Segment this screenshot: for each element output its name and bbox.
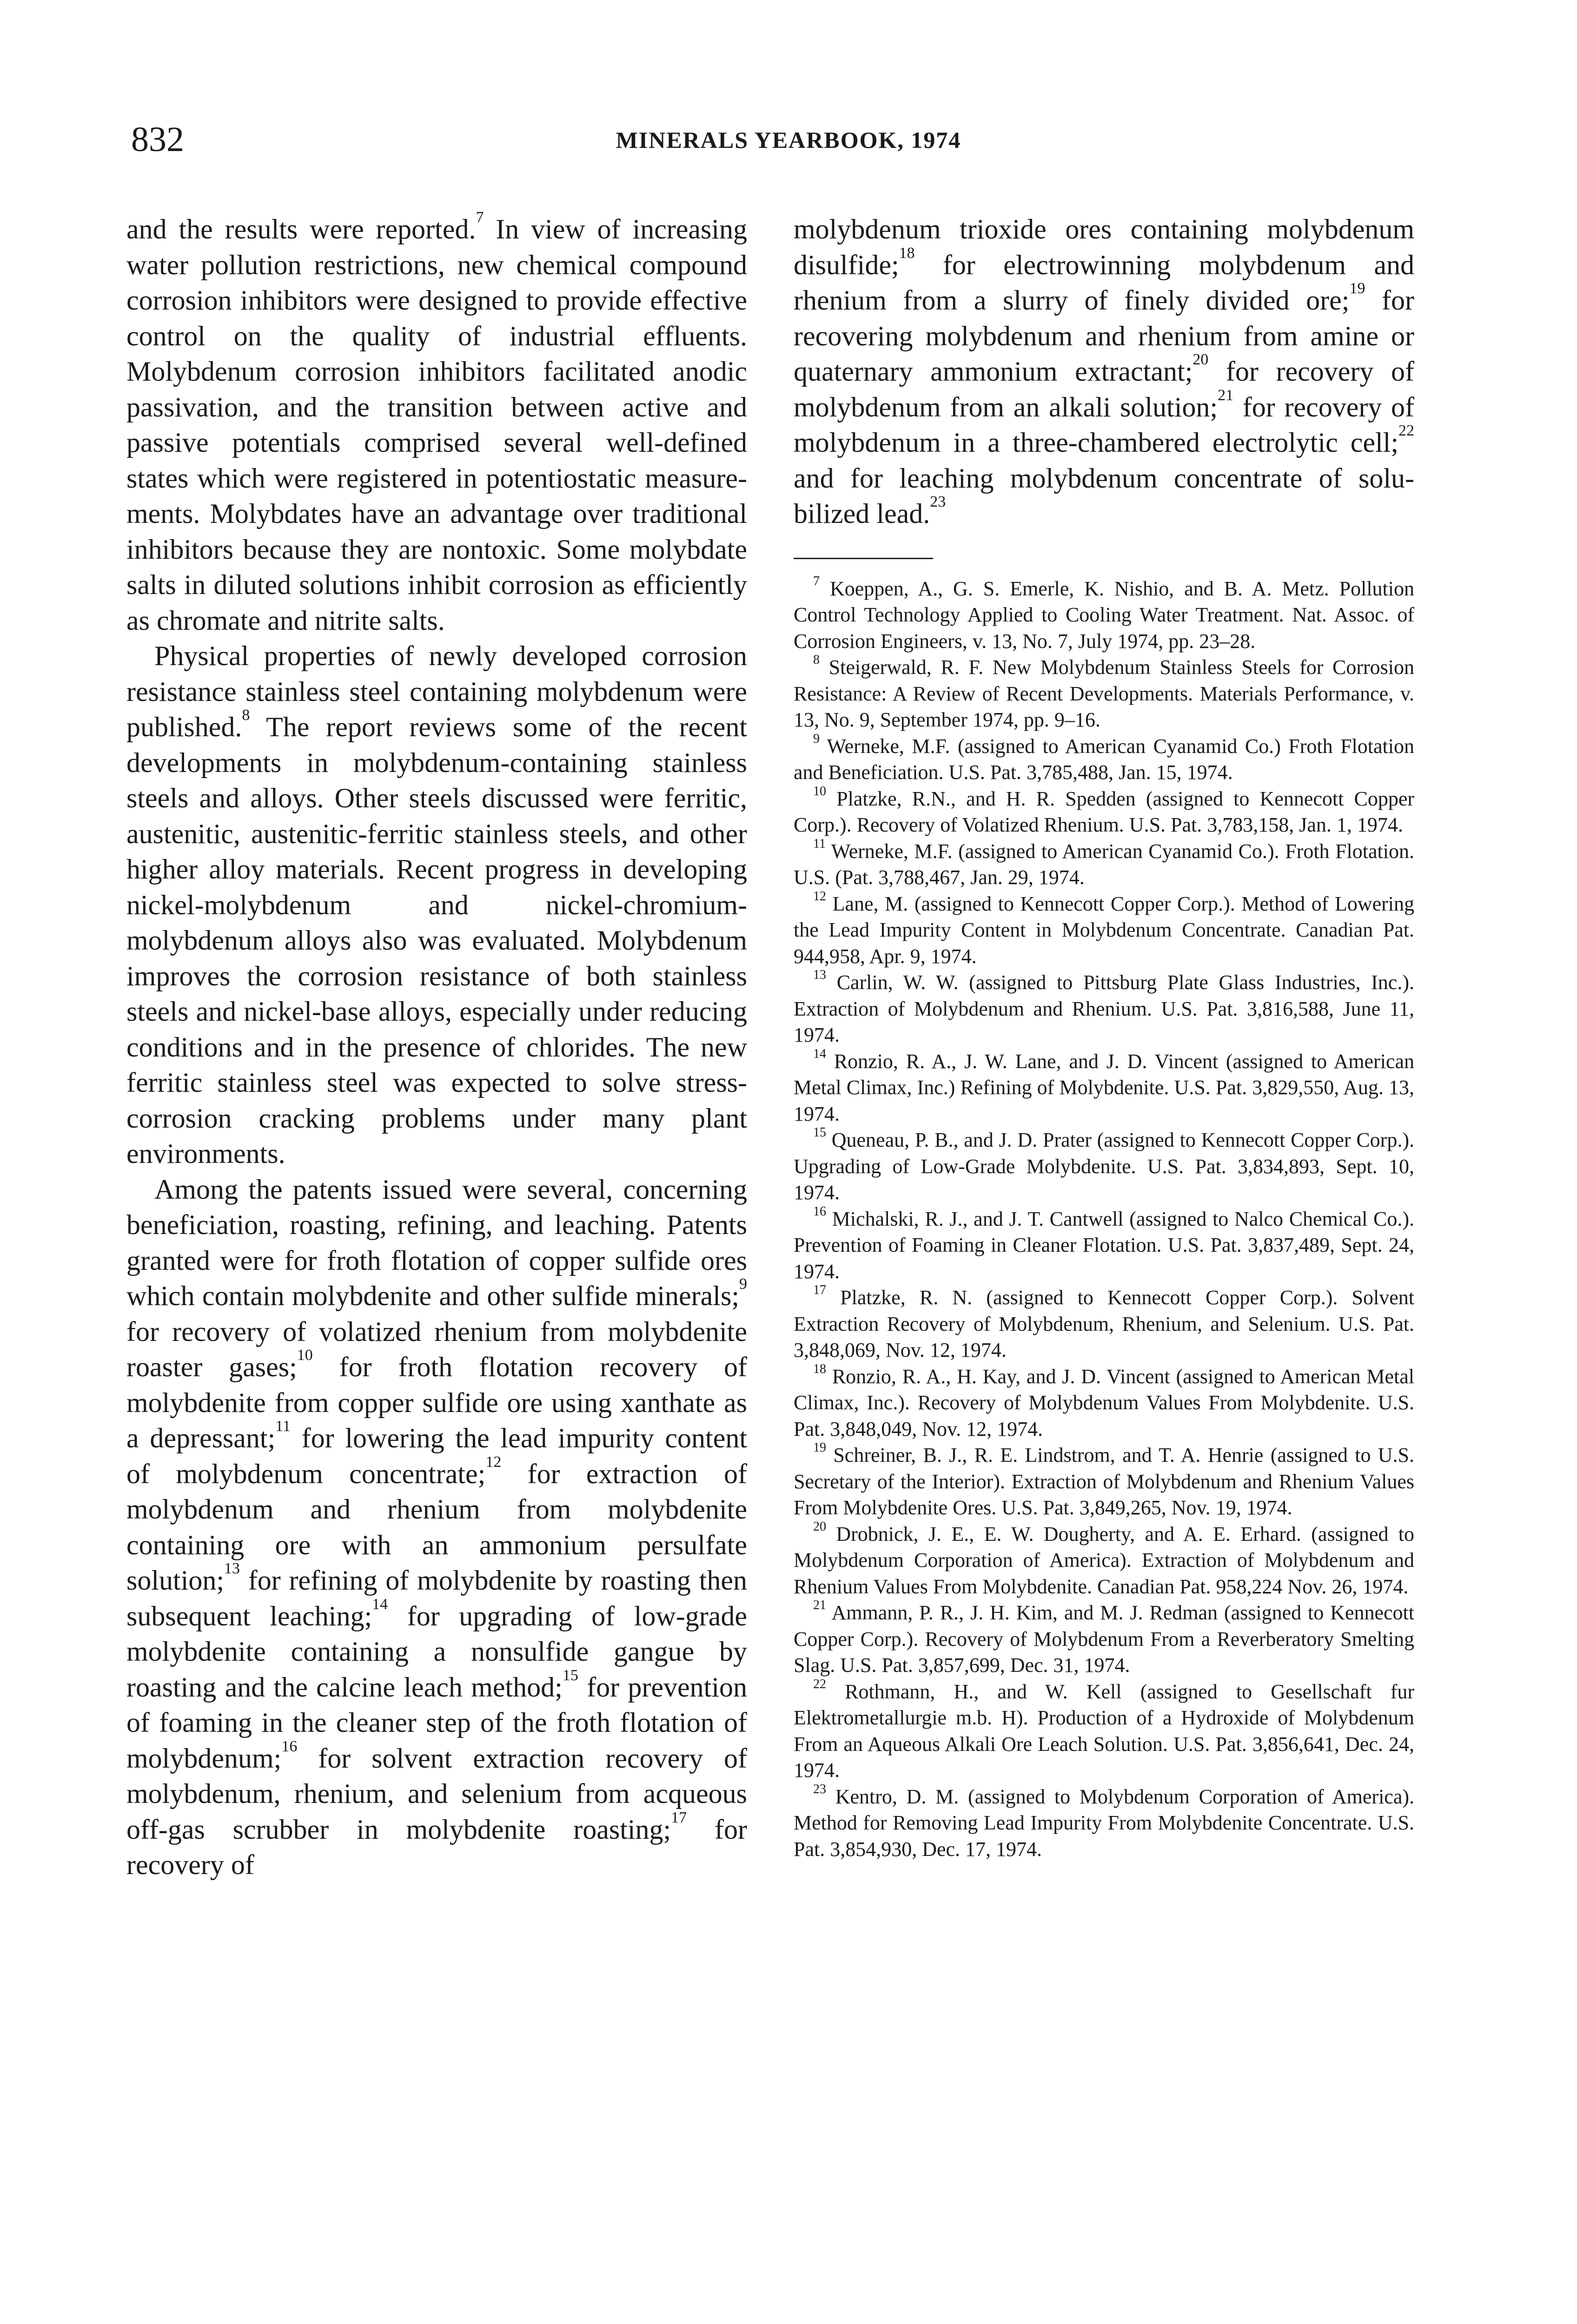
- footnote-text: Ronzio, R. A., J. W. Lane, and J. D. Vincent (assigned to American Metal Climax, Inc.) Refining of Molybdenite. U.S. Pat. 3,829,550, Aug. 13, 1974.: [794, 1050, 1414, 1125]
- footnote-reference: 12: [485, 1453, 502, 1471]
- footnote-text: Kentro, D. M. (assigned to Molybdenum Corporation of America). Method for Removing Lead Impurity From Molybdenite Concentrate. U.S. Pat. 3,854,930, Dec. 17, 1974.: [794, 1785, 1415, 1861]
- footnote: [794, 1206, 1414, 1285]
- footnote-text: Ronzio, R. A., H. Kay, and J. D. Vincent (assigned to American Metal Climax, Inc.). Recovery of Molybdenum Values From Molybdenite. U.S. Pat. 3,848,049, Nov. 12, 1974.: [794, 1365, 1415, 1440]
- footnote: [794, 1127, 1414, 1206]
- footnote: [794, 1600, 1414, 1679]
- footnote-reference: 9: [739, 1275, 747, 1293]
- footnote: [794, 733, 1414, 786]
- paragraph-stainless-steel: Physical properties of newly developed corrosion resistance stainless steel containing molybdenum were published.$^8$ The report reviews some of the recent developments in molybdenum-containing stainless steels and alloys. Other steels discussed were ferritic, austenitic, austenitic-ferritic stainless steels, and other higher alloy materials. Recent progress in developing nickel-molybdenum and nickel-chromium-molybdenum alloys also was evaluated. Molybdenum improves the corrosion resistance of both stainless steels and nickel-base alloys, especially under reducing conditions and in the presence of chlorides. The new ferritic stainless steel was expected to solve stress-corrosion cracking problems under many plant environments.: [126, 640, 747, 1169]
- footnote-text: Lane, M. (assigned to Kennecott Copper Corp.). Method of Lowering the Lead Impurity Content in Molybdenum Concentrate. Canadian Pat. 944,958, Apr. 9, 1974.: [794, 892, 1415, 968]
- footnote-number: 23: [813, 1782, 826, 1796]
- footnote: [794, 654, 1414, 733]
- page-number: 832: [131, 120, 184, 159]
- footnote-reference: 23: [930, 493, 946, 510]
- footnote-number: 10: [813, 784, 826, 799]
- footnote-reference: 19: [1349, 280, 1365, 297]
- footnote-reference: 11: [275, 1418, 291, 1435]
- footnote: [794, 1521, 1414, 1600]
- footnote-number: 11: [813, 836, 826, 851]
- footnote-number: 13: [813, 968, 826, 982]
- paragraph-corrosion-inhibitors: and the results were reported.$^7$ In view of increasing water pollution restrictions, new chemical compound corrosion inhibitors were designed to provide effective control on the quality of industrial effluents. Molybdenum corrosion inhibitors facilitated anodic passivation, and the transition between active and passive potentials comprised several well-defined states which were registered in potentiostatic measurements. Molybdates have an advantage over traditional inhibitors because they are nontoxic. Some molybdate salts in diluted solutions inhibit corrosion as efficiently as chromate and nitrite salts.: [126, 209, 748, 636]
- footnote: [794, 1679, 1414, 1784]
- footnote-number: 19: [813, 1440, 826, 1455]
- footnote-text: Werneke, M.F. (assigned to American Cyanamid Co.). Froth Flotation. U.S. (Pat. 3,788,467, Jan. 29, 1974.: [794, 839, 1414, 889]
- footnote-reference: 14: [372, 1595, 388, 1613]
- footnote-number: 21: [813, 1598, 826, 1612]
- footnote-text: Werneke, M.F. (assigned to American Cyanamid Co.) Froth Flotation and Beneficiation. U.S. Pat. 3,785,488, Jan. 15, 1974.: [794, 734, 1414, 784]
- footnote-text: Schreiner, B. J., R. E. Lindstrom, and T. A. Henrie (assigned to U.S. Secretary of the Interior). Extraction of Molybdenum and Rhenium Values From Molybdenite Ores. U.S. Pat. 3,849,265, Nov. 19, 1974.: [794, 1444, 1415, 1519]
- footnote-divider: [794, 558, 933, 559]
- footnote-number: 17: [813, 1283, 826, 1297]
- footnote-reference: 16: [281, 1737, 298, 1755]
- footnote-number: 12: [813, 889, 826, 904]
- footnote-text: Koeppen, A., G. S. Emerle, K. Nishio, and B. A. Metz. Pollution Control Technology Applied to Cooling Water Treatment. Nat. Assoc. of Corrosion Engineers, v. 13, No. 7, July 1974, pp. 23–28.: [794, 577, 1414, 653]
- footnote-text: Drobnick, J. E., E. W. Dougherty, and A. E. Erhard. (assigned to Molybdenum Corporation of America). Extraction of Molybdenum and Rhenium Values From Molybdenite. Canadian Pat. 958,224 Nov. 26, 1974.: [794, 1522, 1415, 1598]
- left-column: [126, 211, 747, 1883]
- paragraph-patents-continued: molybdenum trioxide ores containing molybdenum disulfide;$^{18}$ for electrowinning molybdenum and rhenium from a slurry of finely divided ore;$^{19}$ for recovering molybdenum and rhenium from amine or quaternary ammonium extractant;$^{20}$ for recovery of molybdenum from an alkali solution;$^{21}$ for recovery of molybdenum in a three-chambered electrolytic cell;$^{22}$ and for leaching molybdenum concentrate of solubilized lead.$^{23}$: [794, 214, 1415, 529]
- footnote-text: Platzke, R. N. (assigned to Kennecott Copper Corp.). Solvent Extraction Recovery of Molybdenum, Rhenium, and Selenium. U.S. Pat. 3,848,069, Nov. 12, 1974.: [794, 1286, 1414, 1361]
- footnote-number: 7: [813, 574, 820, 588]
- footnote-reference: 20: [1193, 351, 1209, 368]
- footnote-number: 18: [813, 1361, 826, 1376]
- footnote: [794, 1784, 1414, 1863]
- footnote-reference: 18: [899, 244, 915, 262]
- footnote-text: Ammann, P. R., J. H. Kim, and M. J. Redman (assigned to Kennecott Copper Corp.). Recovery of Molybdenum From a Reverberatory Smelting Slag. U.S. Pat. 3,857,699, Dec. 31, 1974.: [794, 1601, 1414, 1677]
- footnote-reference: 15: [562, 1666, 578, 1684]
- footnote: [794, 838, 1414, 891]
- footnote-number: 15: [813, 1125, 826, 1140]
- footnote-number: 16: [813, 1204, 826, 1219]
- footnote-number: 20: [813, 1519, 826, 1534]
- right-column: [794, 211, 1414, 1862]
- footnote-text: Rothmann, H., and W. Kell (assigned to Gesellschaft fur Elektrometallurgie m.b. H). Production of a Hydroxide of Molybdenum From an Aqueous Alkali Ore Leach Solution. U.S. Pat. 3,856,641, Dec. 24, 1974.: [794, 1680, 1415, 1782]
- footnote: [794, 786, 1414, 838]
- running-head: MINERALS YEARBOOK, 1974: [616, 127, 961, 153]
- paragraph-patents: Among the patents issued were several, concerning beneficiation, roasting, refining, and leaching. Patents granted were for froth flotation of copper sulfide ores which contain molybdenite and other sulfide minerals;$^9$ for recovery of volatized rhenium from molybdenite roaster gases;$^{10}$ for froth flotation recovery of molybdenite from copper sulfide ore using xanthate as a depressant;$^{11}$ for lowering the lead impurity content of molybdenum concentrate;$^{12}$ for extraction of molybdenum and rhenium from molybdenite containing ore with an ammonium persulfate solution;$^{13}$ for refining of molybdenite by roasting then subsequent leaching;$^{14}$ for upgrading of low-grade molybdenite containing a nonsulfide gangue by roasting and the calcine leach method;$^{15}$ for prevention of foaming in the cleaner step of the froth flotation of molybdenum;$^{16}$ for solvent extraction recovery of molybdenum, rhenium, and selenium from acqueous off-gas scrubber in molybdenite roasting;$^{17}$ for recovery of: [126, 1174, 748, 1880]
- footnote-number: 14: [813, 1046, 826, 1061]
- footnote-text: Queneau, P. B., and J. D. Prater (assigned to Kennecott Copper Corp.). Upgrading of Low-Grade Molybdenite. U.S. Pat. 3,834,893, Sept. 10, 1974.: [794, 1129, 1414, 1204]
- footnote-number: 9: [813, 731, 820, 746]
- footnote-reference: 10: [297, 1347, 313, 1364]
- footnote-text: Carlin, W. W. (assigned to Pittsburg Plate Glass Industries, Inc.). Extraction of Molybdenum and Rhenium. U.S. Pat. 3,816,588, June 11, 1974.: [794, 971, 1414, 1046]
- footnote-reference: 7: [476, 209, 484, 226]
- footnote: [794, 1361, 1415, 1443]
- footnote-reference: 13: [224, 1560, 240, 1577]
- footnote-number: 8: [813, 653, 820, 667]
- footnotes: [794, 576, 1414, 1863]
- footnote-reference: 17: [671, 1809, 687, 1826]
- footnote-number: 22: [813, 1677, 826, 1691]
- footnote-reference: 8: [242, 706, 250, 724]
- footnote-text: Steigerwald, R. F. New Molybdenum Stainless Steels for Corrosion Resistance: A Review of Recent Developments. Materials Performance, v. 13, No. 9, September 1974, pp. 9–16.: [794, 656, 1415, 731]
- footnote: [794, 891, 1414, 970]
- footnote: [794, 1046, 1414, 1128]
- footnote: [794, 1442, 1414, 1521]
- footnote-reference: 21: [1218, 386, 1234, 404]
- footnote-reference: 22: [1398, 422, 1414, 439]
- footnote: [794, 576, 1414, 655]
- footnote-text: Michalski, R. J., and J. T. Cantwell (assigned to Nalco Chemical Co.). Prevention of Foaming in Cleaner Flotation. U.S. Pat. 3,837,489, Sept. 24, 1974.: [794, 1207, 1414, 1283]
- footnote: [794, 1285, 1414, 1364]
- footnote-text: Platzke, R.N., and H. R. Spedden (assigned to Kennecott Copper Corp.). Recovery of Volatized Rhenium. U.S. Pat. 3,783,158, Jan. 1, 1974.: [794, 787, 1415, 836]
- footnote: [794, 970, 1414, 1049]
